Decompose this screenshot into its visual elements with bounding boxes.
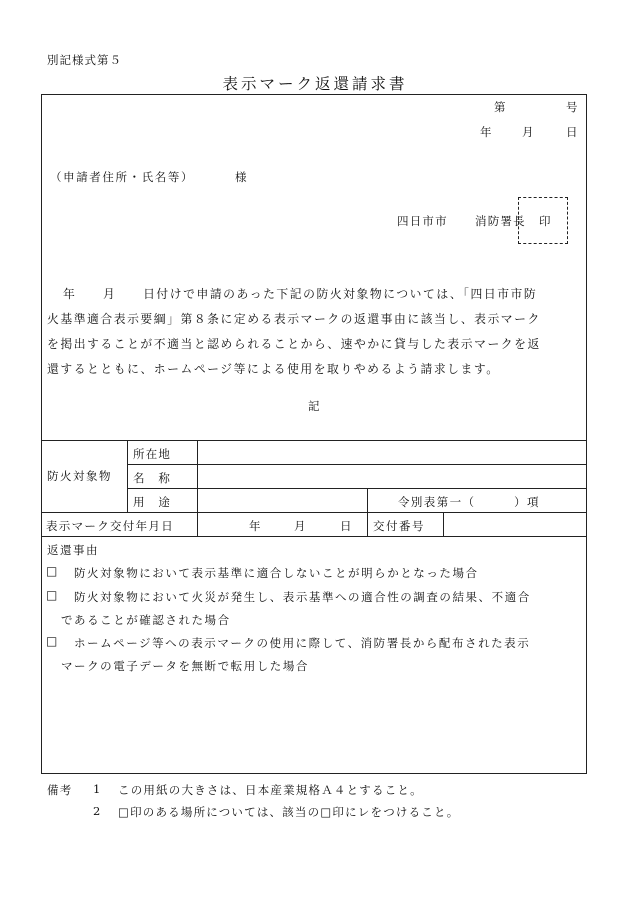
table-line-4 [41,536,587,537]
note-1-num: 1 [93,782,102,796]
group-label: 防火対象物 [47,469,112,483]
reason-3-text: ホームページ等への表示マークの使用に際して、消防署長から配布された表示 [74,636,531,650]
issue-date-label: 表示マーク交付年月日 [46,519,174,533]
date-day: 日 [566,125,579,139]
reason-3-checkbox[interactable]: □ [46,634,58,648]
table-vline-label [197,440,198,536]
number-go: 号 [566,100,579,114]
seal-in: 印 [539,214,552,228]
reason-2-text-cont: であることが確認された場合 [61,613,231,627]
request-paragraph [47,282,582,382]
reason-2-text: 防火対象物において火災が発生し、表示基準への適合性の調査の結果、不適合 [74,590,531,604]
table-vline-no [443,512,444,536]
applicant-label: （申請者住所・氏名等） [50,170,195,184]
issuer-title: 消防署長 [475,214,526,228]
table-top-border [41,440,587,441]
issue-month[interactable]: 月 [294,519,307,533]
form-number-label: 別記様式第５ [47,53,122,67]
table-line-3 [41,512,587,513]
reason-3-text-cont: マークの電子データを無断で転用した場合 [61,659,309,673]
reasons-heading: 返還事由 [47,543,99,557]
row-label-name: 名 称 [133,471,172,485]
date-month: 月 [522,125,535,139]
date-year: 年 [480,125,493,139]
notes-label: 備考 [47,783,73,797]
issue-no-label: 交付番号 [373,519,425,533]
issuer-org: 四日市市 [397,214,448,228]
document-title: 表示マーク返還請求書 [222,75,408,93]
row-label-use: 用 途 [133,495,172,509]
body-line-3: を掲出することが不適当と認められることから、速やかに貸与した表示マークを返 [47,337,541,351]
honorific-sama: 様 [235,170,248,184]
note-1-text: この用紙の大きさは、日本産業規格Ａ４とすること。 [118,783,423,797]
table-vline-group [127,440,128,512]
table-vline-mid [367,488,368,536]
issue-day[interactable]: 日 [340,519,353,533]
body-line-4: 還するとともに、ホームページ等による使用を取りやめるよう請求します。 [47,362,500,376]
note-2-text: □印のある場所については、該当の□印にレをつけること。 [118,805,460,819]
number-dai: 第 [494,100,507,114]
betsuhyo-item[interactable]: 令別表第一（ ）項 [398,495,540,509]
note-2-num: 2 [93,804,102,818]
issue-year[interactable]: 年 [249,519,262,533]
reason-1-text: 防火対象物において表示基準に適合しないことが明らかとなった場合 [74,566,479,580]
reason-1-checkbox[interactable]: □ [46,564,58,578]
table-line-1 [127,464,587,465]
ki-heading: 記 [308,399,321,413]
body-line-2: 火基準適合表示要綱」第８条に定める表示マークの返還事由に該当し、表示マーク [47,312,541,326]
body-line-1: 年 月 日付けで申請のあった下記の防火対象物については、「四日市市防 [63,287,538,301]
row-label-address: 所在地 [133,447,172,461]
table-line-2 [127,488,587,489]
reason-2-checkbox[interactable]: □ [46,588,58,602]
